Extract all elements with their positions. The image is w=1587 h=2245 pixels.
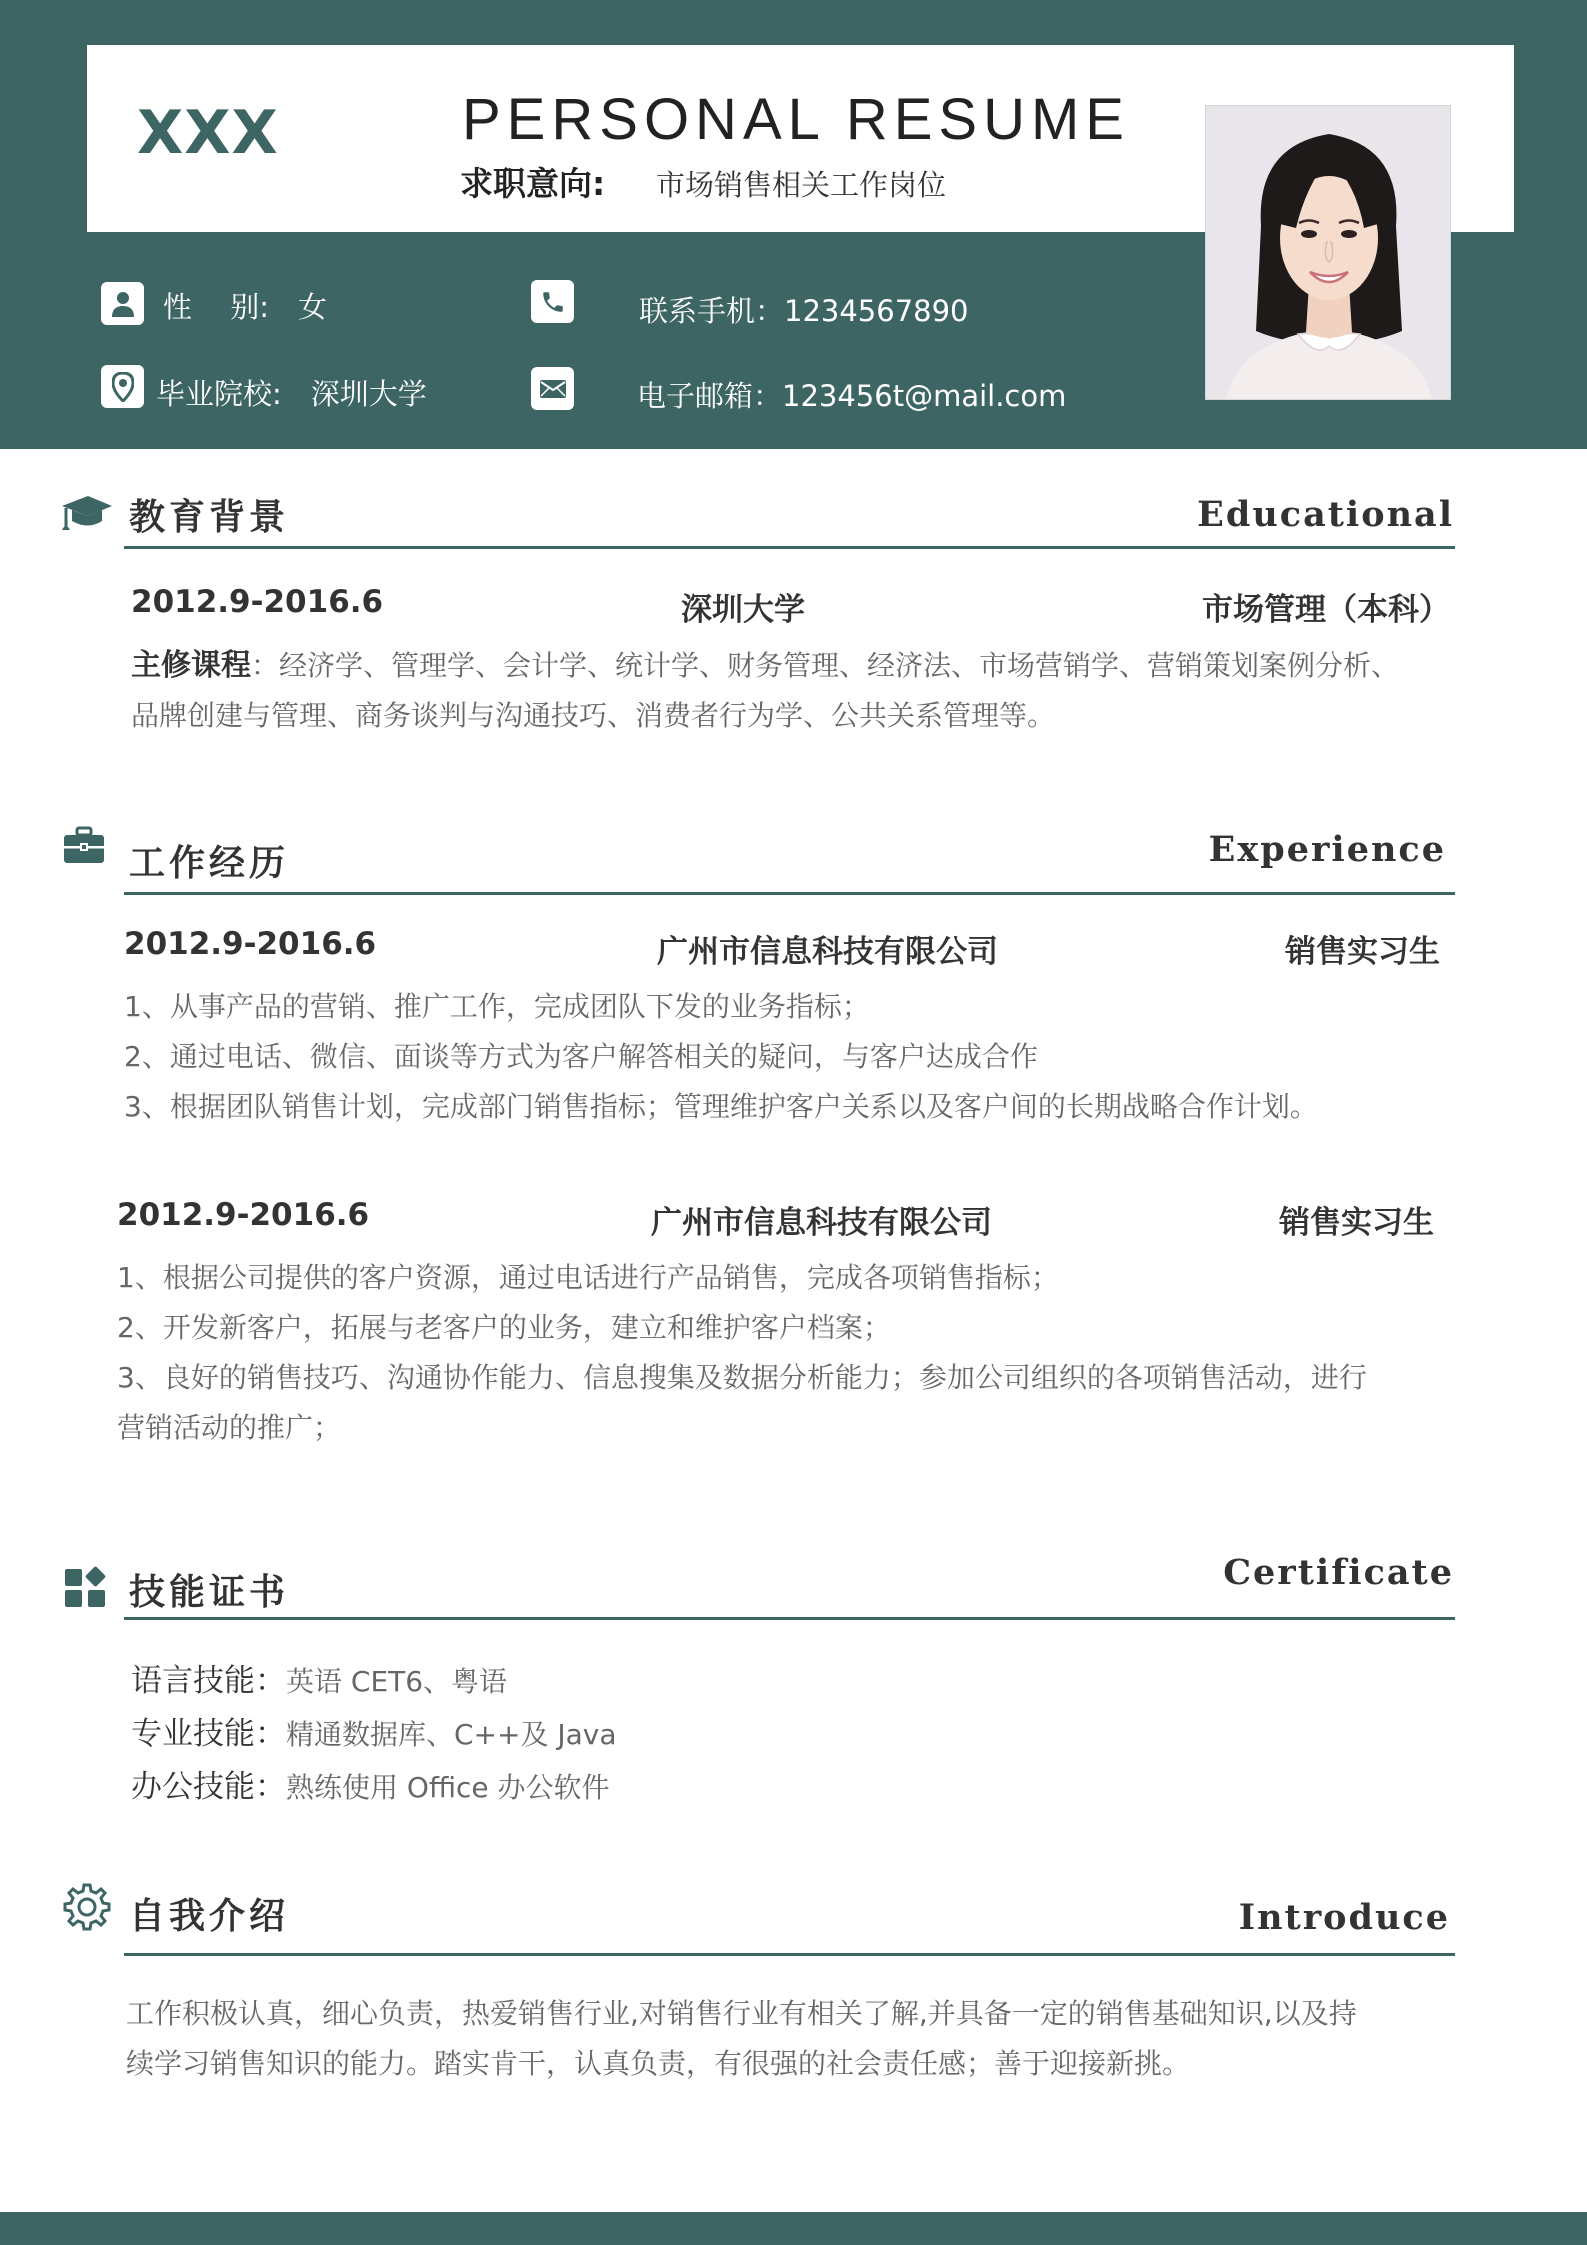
section-title-en-education: Educational <box>1197 494 1454 535</box>
job-1-duties <box>124 982 1464 1132</box>
section-divider <box>124 1617 1455 1620</box>
resume-title: PERSONAL RESUME <box>462 87 1130 152</box>
section-title-introduce: 自我介绍 <box>129 1896 290 1937</box>
candidate-name: XXX <box>137 98 279 168</box>
job-2-duty-3-cont: 营销活动的推广； <box>117 1411 342 1444</box>
user-icon <box>101 282 144 325</box>
skill-item-language <box>131 1657 617 1710</box>
self-introduction <box>126 1989 1466 2089</box>
education-school: 深圳大学 <box>681 592 805 628</box>
portrait-illustration <box>1206 106 1451 400</box>
job-1-duty-1: 1、从事产品的营销、推广工作，完成团队下发的业务指标； <box>124 990 870 1023</box>
intro-line-2: 续学习销售知识的能力。踏实肯干，认真负责，有很强的社会责任感；善于迎接新挑。 <box>126 2047 1191 2080</box>
briefcase-icon <box>62 826 118 882</box>
job-2-company: 广州市信息科技有限公司 <box>651 1205 992 1241</box>
skill-label: 专业技能： <box>131 1716 286 1752</box>
phone-icon <box>531 280 574 323</box>
job-1-date: 2012.9-2016.6 <box>124 926 377 962</box>
job-2-duty-3: 3、良好的销售技巧、沟通协作能力、信息搜集及数据分析能力；参加公司组织的各项销售活动，进行 <box>117 1361 1367 1394</box>
courses-line-2: 品牌创建与管理、商务谈判与沟通技巧、消费者行为学、公共关系管理等。 <box>131 699 1056 732</box>
education-courses <box>131 641 1471 741</box>
courses-label: 主修课程 <box>131 648 251 683</box>
gender-info: 性 别: 女 <box>163 290 327 324</box>
phone-info: 联系手机：1234567890 <box>639 294 969 328</box>
footer-band <box>0 2212 1587 2245</box>
section-title-en-experience: Experience <box>1208 829 1446 870</box>
job-1-duty-3: 3、根据团队销售计划，完成部门销售指标；管理维护客户关系以及客户间的长期战略合作计划。 <box>124 1090 1318 1123</box>
mail-icon <box>531 367 574 410</box>
gear-icon <box>62 1882 118 1938</box>
education-major: 市场管理（本科） <box>1202 592 1450 628</box>
section-divider <box>124 1953 1455 1956</box>
job-2-duty-2: 2、开发新客户，拓展与老客户的业务，建立和维护客户档案； <box>117 1311 891 1344</box>
apps-icon <box>64 1566 120 1622</box>
section-title-certificate: 技能证书 <box>129 1572 290 1613</box>
section-divider <box>124 892 1455 895</box>
job-1-role: 销售实习生 <box>1285 934 1440 970</box>
job-2-date: 2012.9-2016.6 <box>117 1197 370 1233</box>
skills-list <box>131 1657 617 1816</box>
section-title-en-certificate: Certificate <box>1223 1552 1454 1593</box>
skill-item-professional <box>131 1710 617 1763</box>
job-intent-value: 市场销售相关工作岗位 <box>656 168 947 202</box>
section-title-experience: 工作经历 <box>129 843 290 884</box>
skill-label: 语言技能： <box>131 1663 286 1699</box>
skill-label: 办公技能： <box>131 1769 286 1805</box>
skill-item-office <box>131 1763 617 1816</box>
profile-photo <box>1205 105 1451 400</box>
skill-value: 精通数据库、C++及 Java <box>286 1718 617 1751</box>
skill-value: 英语 CET6、粤语 <box>286 1665 508 1698</box>
job-1-duty-2: 2、通过电话、微信、面谈等方式为客户解答相关的疑问，与客户达成合作 <box>124 1040 1038 1073</box>
section-title-en-introduce: Introduce <box>1238 1897 1450 1938</box>
skill-value: 熟练使用 Office 办公软件 <box>286 1771 610 1804</box>
education-date: 2012.9-2016.6 <box>131 584 384 620</box>
courses-line-1: ：经济学、管理学、会计学、统计学、财务管理、经济法、市场营销学、营销策划案例分析、 <box>251 649 1400 682</box>
section-divider <box>124 546 1455 549</box>
section-title-education: 教育背景 <box>129 497 290 538</box>
job-intent-label: 求职意向: <box>460 164 606 203</box>
job-1-company: 广州市信息科技有限公司 <box>657 934 998 970</box>
graduation-cap-icon <box>58 488 114 544</box>
job-2-role: 销售实习生 <box>1279 1205 1434 1241</box>
location-icon <box>101 365 144 408</box>
job-2-duties <box>117 1253 1457 1453</box>
job-2-duty-1: 1、根据公司提供的客户资源，通过电话进行产品销售，完成各项销售指标； <box>117 1261 1059 1294</box>
email-info: 电子邮箱：123456t@mail.com <box>637 379 1067 413</box>
intro-line-1: 工作积极认真，细心负责，热爱销售行业,对销售行业有相关了解,并具备一定的销售基础知识,以及持 <box>126 1997 1357 2030</box>
school-info: 毕业院校: 深圳大学 <box>156 377 427 411</box>
